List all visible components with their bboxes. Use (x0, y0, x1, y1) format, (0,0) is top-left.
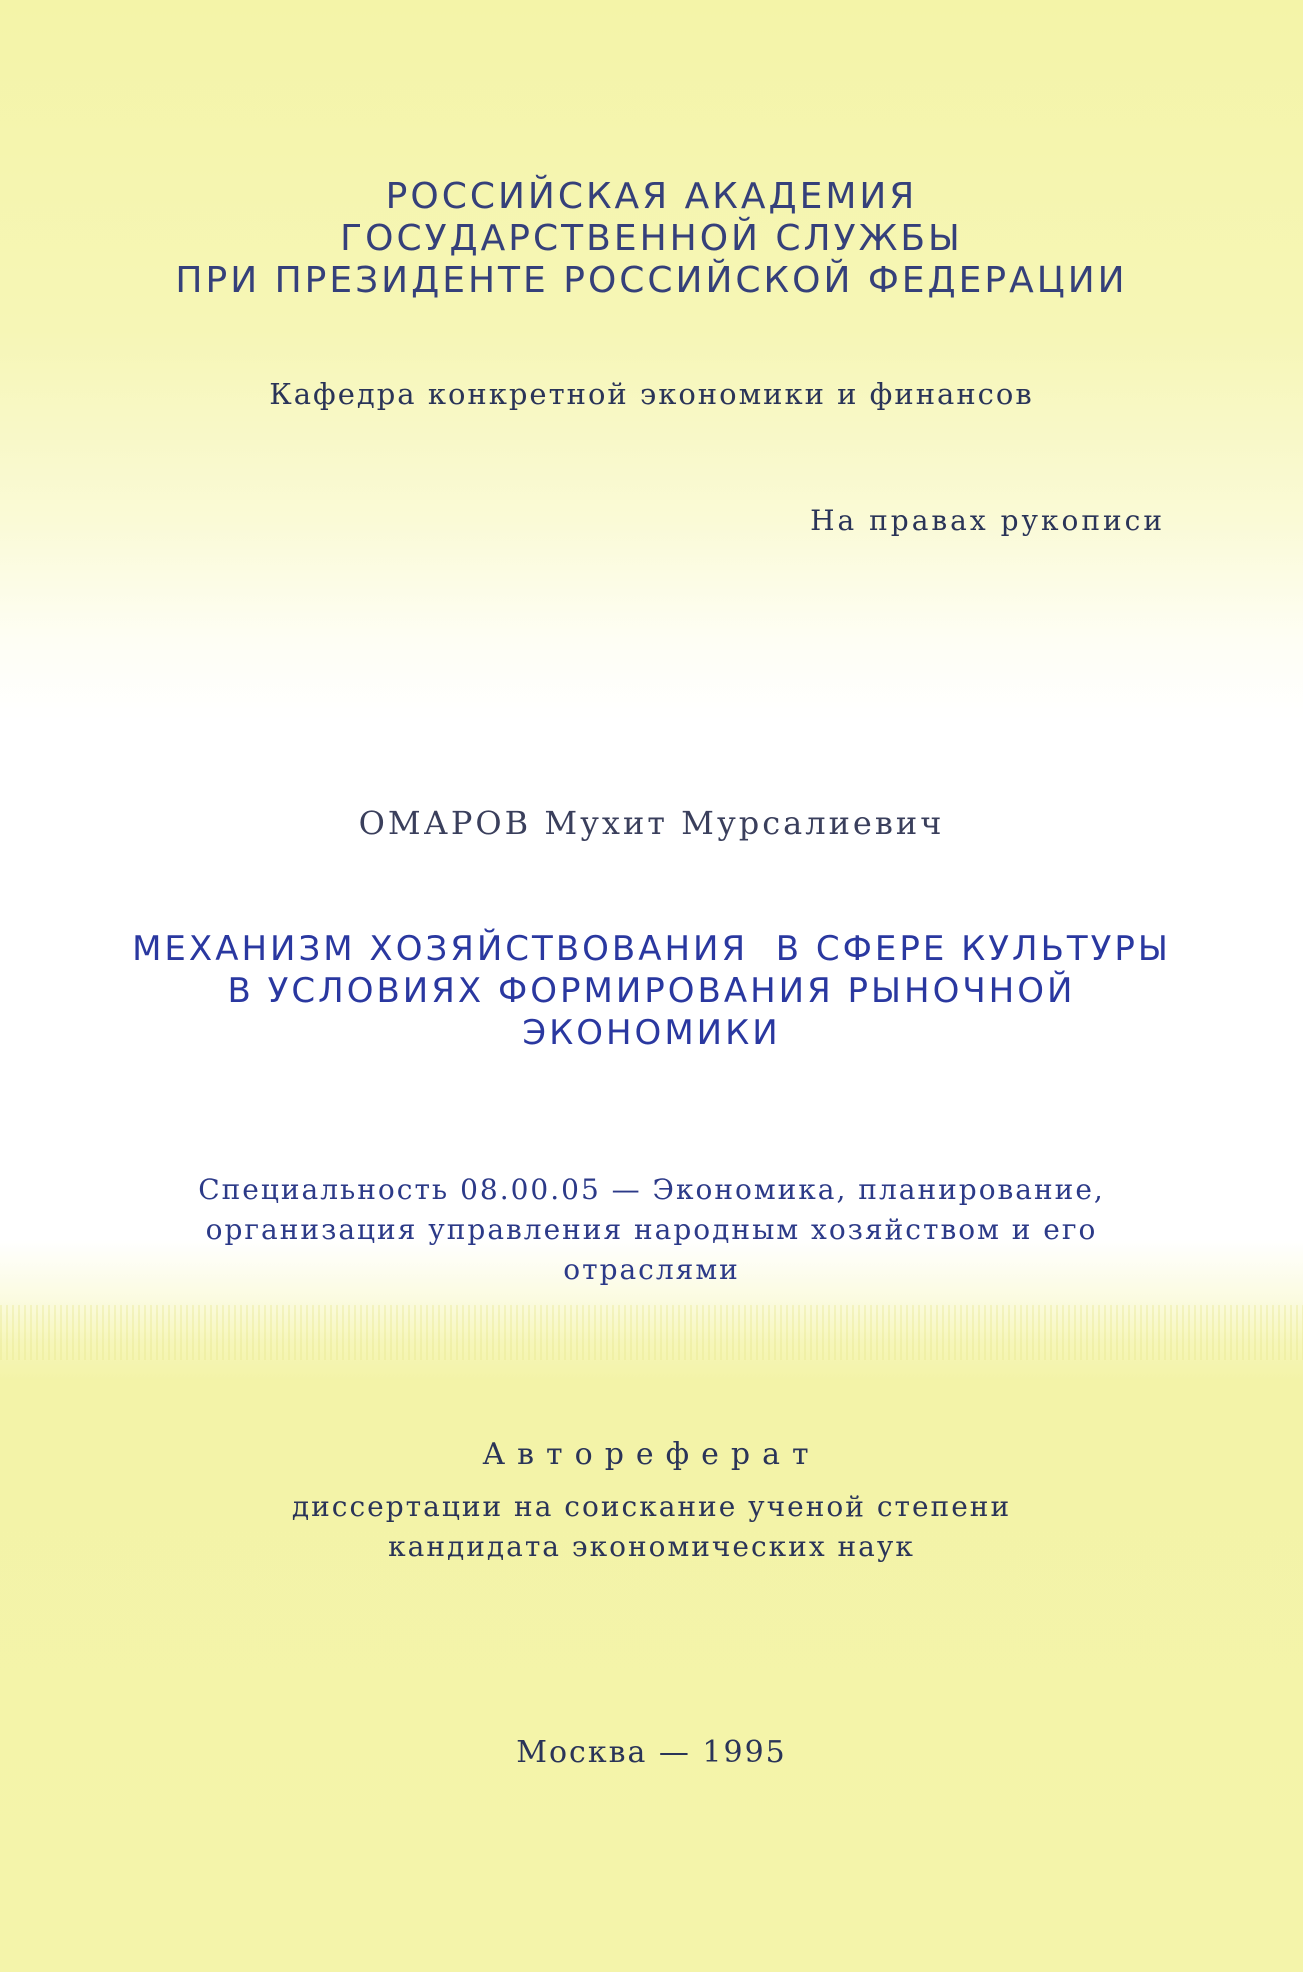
dissertation-title (0, 928, 1303, 1054)
header-line-2: ГОСУДАРСТВЕННОЙ СЛУЖБЫ (340, 218, 963, 259)
rights-notice: На правах рукописи (810, 504, 1165, 537)
department-name: Кафедра конкретной экономики и финансов (269, 377, 1034, 411)
institution-header (0, 176, 1303, 302)
abstract-label: Автореферат (482, 1437, 821, 1472)
specialty-line-2: организация управления народным хозяйством и его (205, 1213, 1098, 1246)
abstract-line-2: кандидата экономических наук (388, 1530, 915, 1563)
title-line-1: МЕХАНИЗМ ХОЗЯЙСТВОВАНИЯ В СФЕРЕ КУЛЬТУРЫ (132, 929, 1171, 969)
title-line-3: ЭКОНОМИКИ (522, 1013, 781, 1053)
author-name: ОМАРОВ Мухит Мурсалиевич (358, 804, 945, 842)
specialty-line-3: отраслями (563, 1253, 740, 1286)
abstract-description (0, 1487, 1303, 1567)
specialty-block (0, 1170, 1303, 1290)
specialty-line-1: Специальность 08.00.05 — Экономика, планирование, (198, 1173, 1105, 1206)
header-line-1: РОССИЙСКАЯ АКАДЕМИЯ (385, 176, 918, 217)
title-line-2: В УСЛОВИЯХ ФОРМИРОВАНИЯ РЫНОЧНОЙ (227, 971, 1076, 1011)
city-year: Москва — 1995 (516, 1735, 787, 1770)
background-band (0, 1305, 1303, 1360)
header-line-3: ПРИ ПРЕЗИДЕНТЕ РОССИЙСКОЙ ФЕДЕРАЦИИ (175, 260, 1128, 301)
abstract-line-1: диссертации на соискание ученой степени (291, 1490, 1012, 1523)
